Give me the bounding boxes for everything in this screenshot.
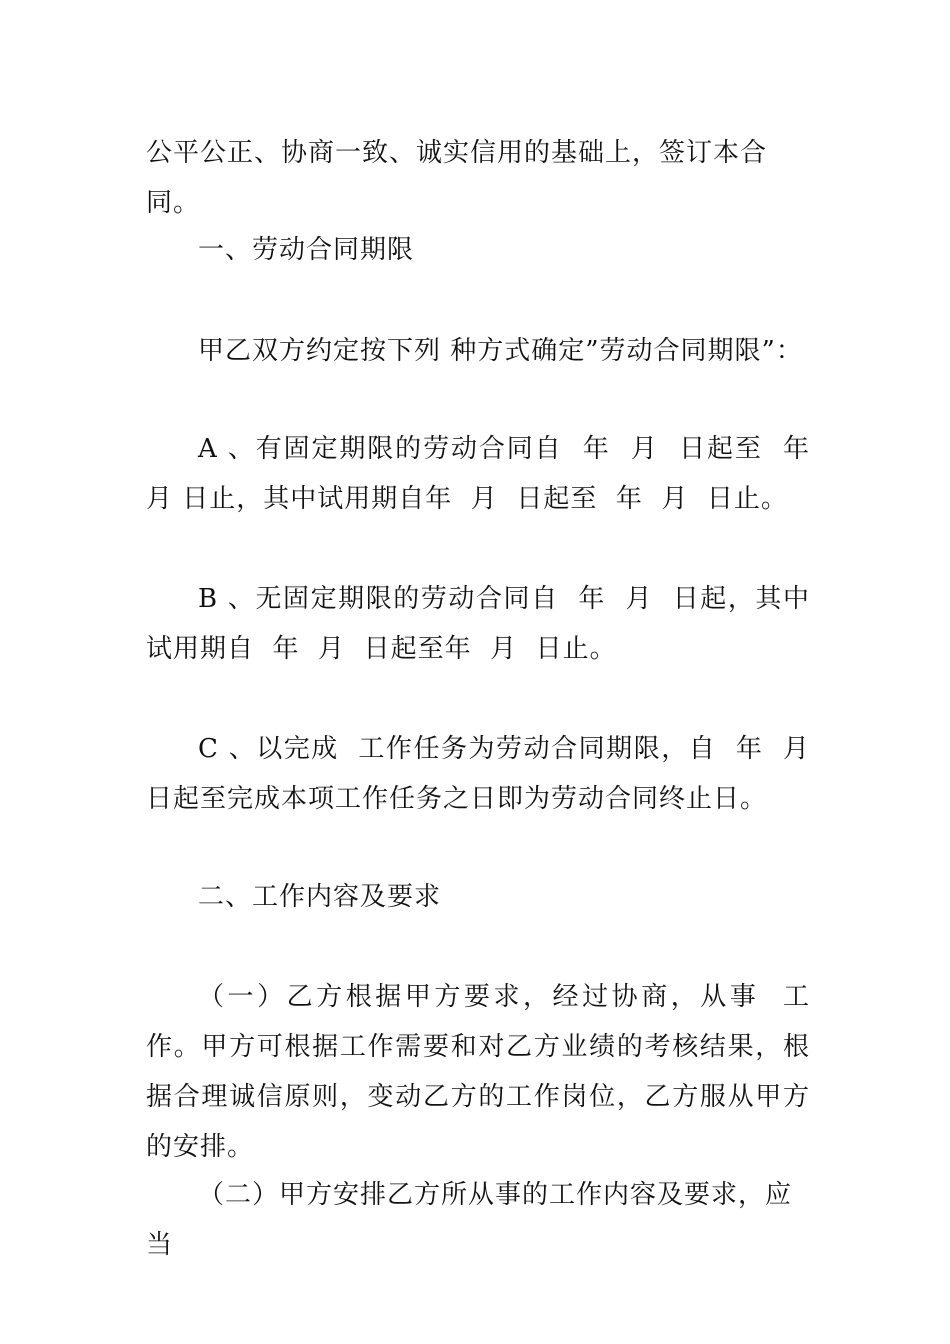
paragraph-clause-1: （一）乙方根据甲方要求，经过协商，从事 工作。甲方可根据工作需要和对乙方业绩的考核结果，根据合理诚信原则，变动乙方的工作岗位，乙方服从甲方的安排。 xyxy=(146,982,810,1162)
paragraph-term-method: 甲乙双方约定按下列 种方式确定”劳动合同期限”： xyxy=(198,336,803,366)
paragraph-preamble-end: 公平公正、协商一致、诚实信用的基础上，签订本合同。 xyxy=(146,138,768,218)
paragraph-option-a: A 、有固定期限的劳动合同自 年 月 日起至 年 月 日止，其中试用期自年 月 日起至 年 月 日止。 xyxy=(146,434,829,514)
section-heading-contract-term: 一、劳动合同期限 xyxy=(198,235,415,265)
section-heading-job-content: 二、工作内容及要求 xyxy=(198,882,442,912)
paragraph-clause-2: （二）甲方安排乙方所从事的工作内容及要求，应当 xyxy=(146,1180,793,1260)
paragraph-option-b: B 、无固定期限的劳动合同自 年 月 日起，其中 试用期自 年 月 日起至年 月 日止。 xyxy=(146,584,829,664)
paragraph-option-c: C 、以完成 工作任务为劳动合同期限，自 年 月 日起至完成本项工作任务之日即为劳动合同终止日。 xyxy=(146,734,829,814)
